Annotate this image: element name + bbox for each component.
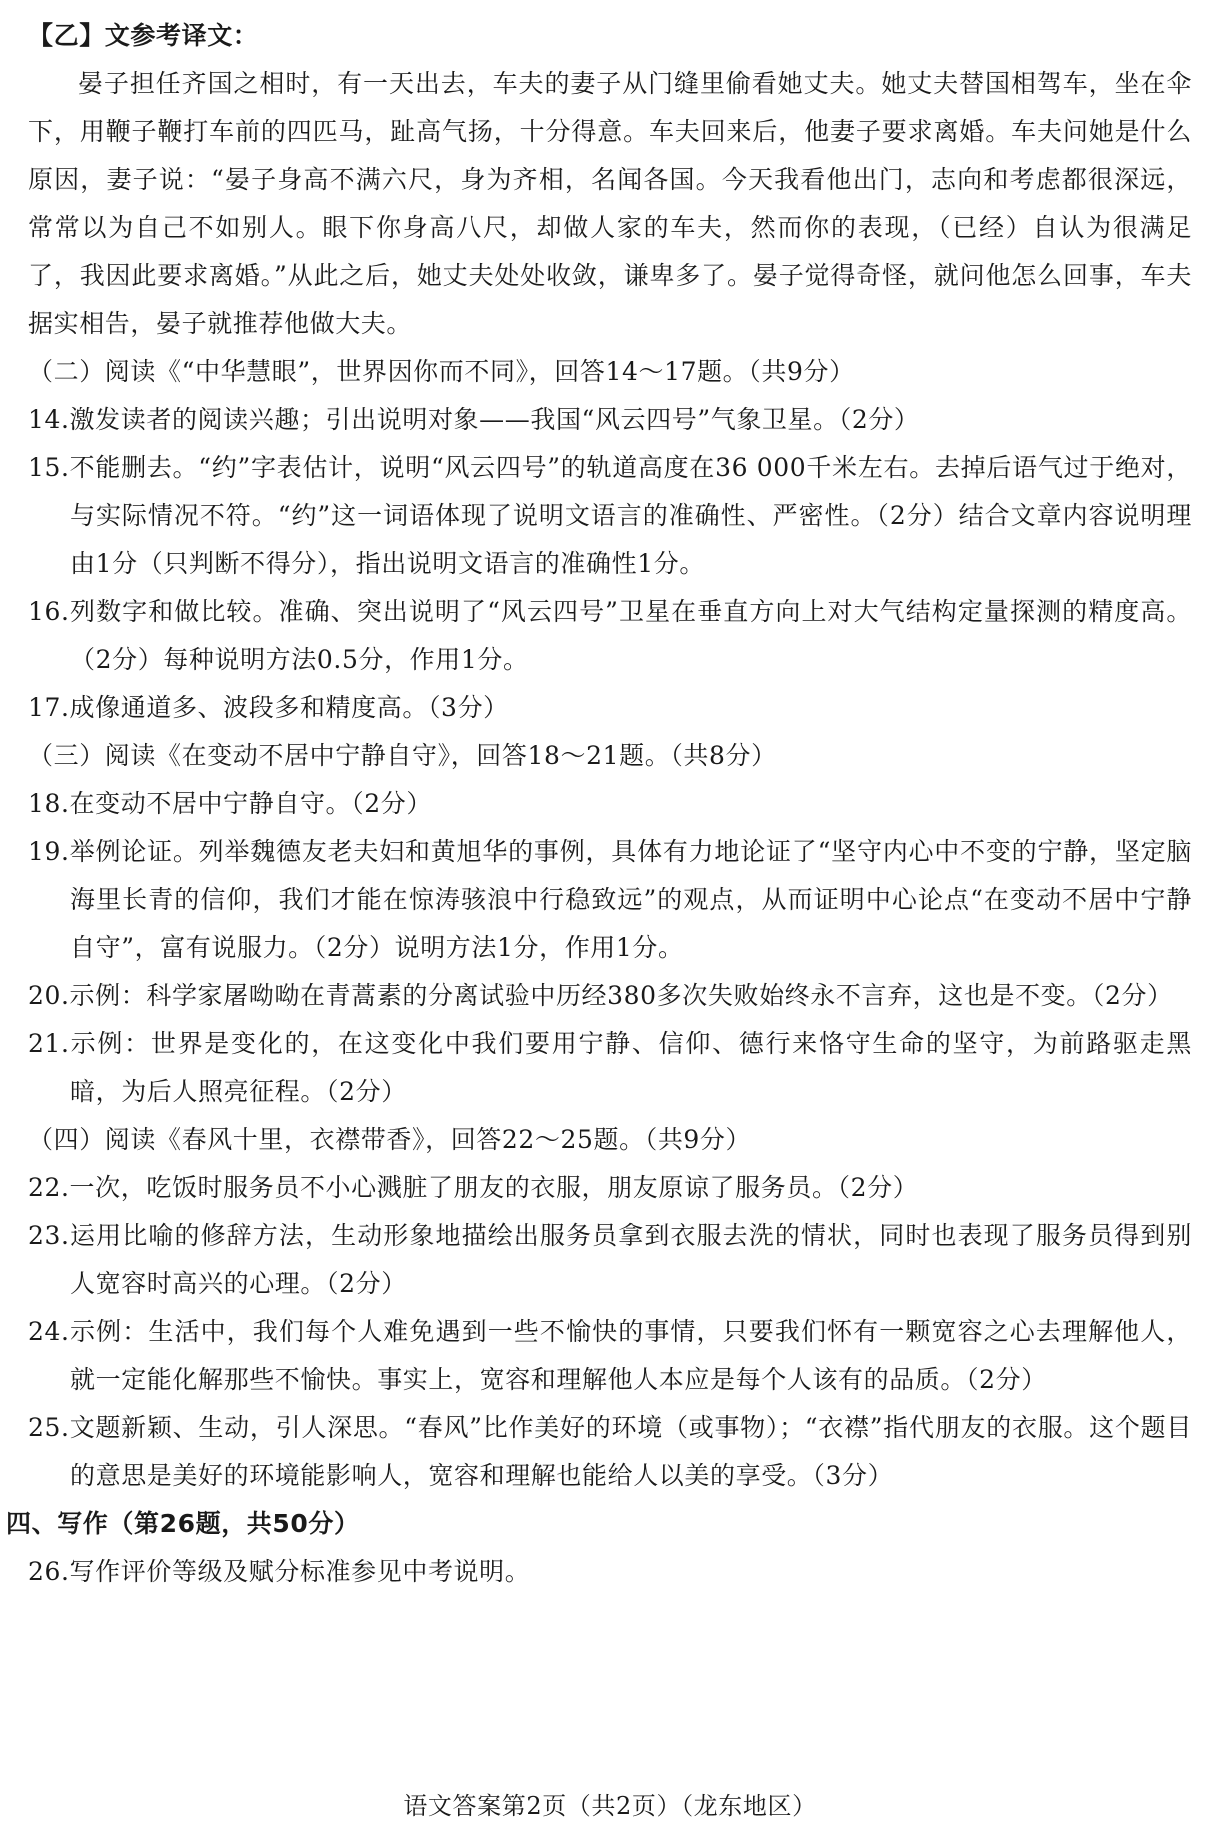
answer-item-14: 14.激发读者的阅读兴趣；引出说明对象——我国“风云四号”气象卫星。（2分） bbox=[28, 405, 920, 434]
section-heading: （四）阅读《春风十里，衣襟带香》，回答22～25题。（共9分） bbox=[28, 1125, 752, 1154]
answer-item-16: 16.列数字和做比较。准确、突出说明了“风云四号”卫星在垂直方向上对大气结构定量探测的精度高。（2分）每种说明方法0.5分，作用1分。 bbox=[28, 597, 1192, 674]
answer-item-20: 20.示例：科学家屠呦呦在青蒿素的分离试验中历经380多次失败始终永不言弃，这也是不变。（2分） bbox=[28, 981, 1173, 1010]
writing-heading: 四、写作（第26题，共50分） bbox=[6, 1509, 360, 1538]
translation-paragraph: 晏子担任齐国之相时，有一天出去，车夫的妻子从门缝里偷看她丈夫。她丈夫替国相驾车，坐在伞下，用鞭子鞭打车前的四匹马，趾高气扬，十分得意。车夫回来后，他妻子要求离婚。车夫问她是什么原因，妻子说：“晏子身高不满六尺，身为齐相，名闻各国。今天我看他出门，志向和考虑都很深远，常常以为自己不如别人。眼下你身高八尺，却做人家的车夫，然而你的表现，（已经）自认为很满足了，我因此要求离婚。”从此之后，她丈夫处处收敛，谦卑多了。晏子觉得奇怪，就问他怎么回事，车夫据实相告，晏子就推荐他做大夫。 bbox=[28, 69, 1192, 338]
answer-item-21: 21.示例：世界是变化的，在这变化中我们要用宁静、信仰、德行来恪守生命的坚守，为前路驱走黑暗，为后人照亮征程。（2分） bbox=[28, 1029, 1192, 1106]
section-3 bbox=[28, 732, 1192, 1116]
answer-item-19: 19.举例论证。列举魏德友老夫妇和黄旭华的事例，具体有力地论证了“坚守内心中不变的宁静，坚定脑海里长青的信仰，我们才能在惊涛骇浪中行稳致远”的观点，从而证明中心论点“在变动不居中宁静自守”，富有说服力。（2分）说明方法1分，作用1分。 bbox=[28, 837, 1192, 962]
answer-item-15: 15.不能删去。“约”字表估计，说明“风云四号”的轨道高度在36 000千米左右。去掉后语气过于绝对，与实际情况不符。“约”这一词语体现了说明文语言的准确性、严密性。（2分）结合文章内容说明理由1分（只判断不得分），指出说明文语言的准确性1分。 bbox=[28, 453, 1192, 578]
answer-item-23: 23.运用比喻的修辞方法，生动形象地描绘出服务员拿到衣服去洗的情状，同时也表现了服务员得到别人宽容时高兴的心理。（2分） bbox=[28, 1221, 1192, 1298]
section-4 bbox=[28, 1116, 1192, 1500]
answer-item-26: 26.写作评价等级及赋分标准参见中考说明。 bbox=[28, 1557, 531, 1586]
section-heading: （二）阅读《“中华慧眼”，世界因你而不同》，回答14～17题。（共9分） bbox=[28, 357, 855, 386]
answer-item-25: 25.文题新颖、生动，引人深思。“春风”比作美好的环境（或事物）；“衣襟”指代朋友的衣服。这个题目的意思是美好的环境能影响人，宽容和理解也能给人以美的享受。（3分） bbox=[28, 1413, 1192, 1490]
section-2 bbox=[28, 348, 1192, 732]
translation-heading: 【乙】文参考译文： bbox=[28, 21, 259, 50]
writing-section bbox=[6, 1500, 1192, 1596]
answer-page bbox=[6, 12, 1192, 1596]
answer-item-18: 18.在变动不居中宁静自守。（2分） bbox=[28, 789, 432, 818]
answer-item-24: 24.示例：生活中，我们每个人难免遇到一些不愉快的事情，只要我们怀有一颗宽容之心去理解他人，就一定能化解那些不愉快。事实上，宽容和理解他人本应是每个人该有的品质。（2分） bbox=[28, 1317, 1192, 1394]
page-footer: 语文答案第2页（共2页）（龙东地区） bbox=[403, 1792, 817, 1820]
section-heading: （三）阅读《在变动不居中宁静自守》，回答18～21题。（共8分） bbox=[28, 741, 777, 770]
answer-item-17: 17.成像通道多、波段多和精度高。（3分） bbox=[28, 693, 509, 722]
answer-item-22: 22.一次，吃饭时服务员不小心溅脏了朋友的衣服，朋友原谅了服务员。（2分） bbox=[28, 1173, 919, 1202]
